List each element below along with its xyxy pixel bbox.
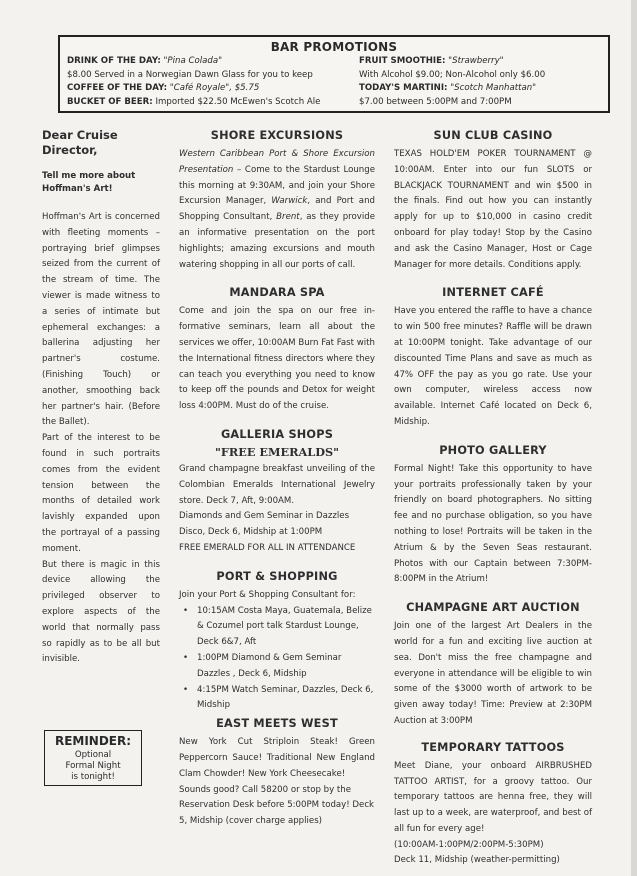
section-title-photo-gallery: PHOTO GALLERY: [439, 443, 547, 457]
letter-greeting: Dear Cruise Director,: [42, 128, 118, 157]
letter-ask: Tell me more about Hoffman's Art!: [42, 171, 136, 194]
drink-detail: $8.00 Served in a Norwegian Dawn Glass for you to keep: [67, 69, 313, 80]
section-title-temporary-tattoos: TEMPORARY TATTOOS: [421, 740, 565, 754]
fruit-smoothie: FRUIT SMOOTHIE: "Strawberry": [359, 56, 504, 66]
casino-body: TEXAS HOLD'EM POKER TOURNAMENT @ 10:00AM. Enter into our fun SLOTS or BLACKJACK TOURNAMENT and win $500 in the finals. Find out how you can instantly apply for up to $10,000 in casino credit onboard for play today! Stop by the Casino and ask the Casino Manager, Host or Cage Manager for more details. Conditions apply.: [394, 149, 592, 270]
letter-paragraph: Part of the interest to be found in such portraits comes from the evident tension between the months of detailed work lavishly expanded upon the portrayal of a passing moment.: [42, 433, 160, 554]
tattoo-body: (10:00AM-1:00PM/2:00PM-5:30PM): [394, 839, 544, 850]
reminder-line: is tonight!: [71, 772, 115, 782]
section-title-champagne-art-auction: CHAMPAGNE ART AUCTION: [406, 601, 580, 615]
bucket-of-beer: BUCKET OF BEER: Imported $22.50 McEwen's Scotch Ale: [67, 96, 321, 107]
list-item: • 4:15PM Watch Seminar, Dazzles, Deck 6, Midship: [179, 683, 375, 715]
tattoo-body: Deck 11, Midship (weather-permitting): [394, 855, 560, 866]
mandara-spa-body: Come and join the spa on our free in-formative seminars, learn all about the services we offer, 10:00AM Burn Fat Fast with the International fitness directors where they can teach you everything you need to know to keep off the pounds and Detox for weight loss 4:00PM. Must do of the cruise.: [179, 306, 375, 412]
section-title-shore-excursions: SHORE EXCURSIONS: [210, 129, 344, 142]
martini-detail: $7.00 between 5:00PM and 7:00PM: [359, 96, 512, 107]
reminder-line: Optional: [74, 750, 112, 760]
drink-of-day: DRINK OF THE DAY: "Pina Colada": [67, 56, 223, 66]
letter-paragraph: But there is magic in this device allowing the privileged observer to explore aspects of the world that normally pass so rapidly as to be all but invisible.: [42, 559, 160, 665]
right-column: [394, 128, 592, 869]
photo-gallery-body: Formal Night! Take this opportunity to have your portraits professionally taken by your friendly on board photographers. No sitting fee and no purchase obligation, so you have nothing to lose! Portraits will be taken in the Atrium & by the Seven Seas restaurant. Photos with our Captain between 7:30PM-8:00PM in the Atrium!: [394, 463, 592, 585]
middle-column: [179, 128, 375, 830]
reminder-line: Formal Night: [65, 761, 121, 771]
bar-promotions-box: [58, 35, 610, 113]
reminder-box: [44, 730, 142, 786]
galleria-body: Grand champagne breakfast unveiling of the Colombian Emeralds International Jewelry store. Deck 7, Aft, 9:00AM.: [179, 463, 375, 506]
east-meets-west-body: Sounds good? Call 58200 or stop by the Reservation Desk before 5:00PM today! Deck 5, Midship (cover charge applies): [179, 784, 375, 827]
todays-martini: TODAY'S MARTINI: "Scotch Manhattan": [359, 83, 537, 93]
section-title-east-meets-west: EAST MEETS WEST: [216, 717, 338, 731]
list-item: • 1:00PM Diamond & Gem Seminar Dazzles , Deck 6, Midship: [179, 651, 375, 683]
bar-promotions-left: [67, 55, 352, 109]
coffee-of-day: COFFEE OF THE DAY: "Café Royale", $5.75: [67, 83, 260, 93]
tattoo-body: Meet Diane, your onboard AIRBRUSHED TATTOO ARTIST, for a groovy tattoo. Our temporary tattoos are henna free, they will last up to a week, are waterproof, and best of all fun for every age!: [394, 760, 592, 834]
section-title-port-shopping: PORT & SHOPPING: [216, 569, 338, 583]
art-auction-body: Join one of the largest Art Dealers in the world for a fun and exciting live auction at sea. Don't miss the free champagne and everyone in attendance will be eligible to win some of the $3000 worth of artwork to be given away today! Time: Preview at 2:30PM Auction at 3:00PM: [394, 621, 592, 726]
port-intro: Join your Port & Shopping Consultant for:: [179, 589, 356, 600]
shore-excursions-body: Western Caribbean Port & Shore Excursion Presentation – Come to the Stardust Lounge this morning at 9:30AM, and join your Shore Excursion Manager, Warwick, and Port and Shopping Consultant, Brent, as they provide an informative presentation on the port highlights; amazing excursions and mouth watering shopping in all our ports of call.: [179, 149, 375, 270]
reminder-title: REMINDER:: [54, 734, 132, 748]
galleria-subtitle: "FREE EMERALDS": [214, 444, 340, 459]
east-meets-west-body: New York Cut Striploin Steak! Green Peppercorn Sauce! Traditional New England Clam Chowder! New York Cheesecake!: [179, 737, 375, 779]
galleria-body: FREE EMERALD FOR ALL IN ATTENDANCE: [179, 542, 356, 553]
internet-cafe-body: Have you entered the raffle to have a chance to win 500 free minutes? Raffle will be drawn at 10:00PM tonight. Take advantage of our discounted Time Plans and save as much as 47% OFF the pay as you go rate. Use your own computer, wireless access now available. Internet Café located on Deck 6, Midship.: [394, 306, 592, 427]
list-item: • 10:15AM Costa Maya, Guatemala, Belize & Cozumel port talk Stardust Lounge, Deck 6&7, Aft: [179, 604, 375, 651]
section-title-mandara-spa: MANDARA SPA: [229, 286, 325, 300]
section-title-sun-club-casino: SUN CLUB CASINO: [433, 129, 553, 142]
galleria-body: Diamonds and Gem Seminar in Dazzles Disco, Deck 6, Midship at 1:00PM: [179, 511, 350, 538]
letter-column: [42, 128, 160, 668]
bar-promotions-title: BAR PROMOTIONS: [270, 40, 398, 54]
section-title-internet-cafe: INTERNET CAFÉ: [442, 286, 544, 300]
bar-promotions-right: [359, 55, 609, 109]
letter-paragraph: Hoffman's Art is concerned with fleeting moments – portraying brief glimpses seized from the current of the stream of time. The viewer is made witness to a series of intimate but ephemeral exchanges: a ballerina adjusting her partner's costume. (Finishing Touch) or another, smoothing back her partner's hair. (Before the Ballet).: [42, 212, 160, 428]
port-list: [179, 604, 375, 715]
smoothie-detail: With Alcohol $9.00; Non-Alcohol only $6.00: [359, 69, 546, 80]
section-title-galleria-shops: GALLERIA SHOPS: [220, 427, 334, 441]
page-edge: [631, 0, 637, 876]
